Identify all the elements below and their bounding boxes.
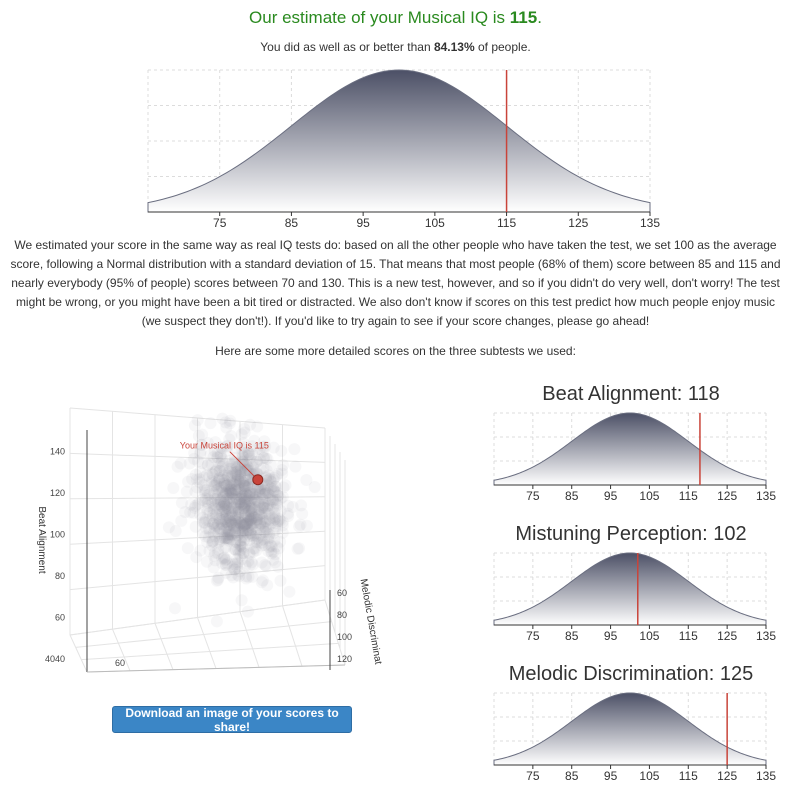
scatter-point: [184, 458, 196, 470]
scatter-point: [176, 497, 188, 509]
x-tick-label: 95: [603, 629, 618, 643]
x-tick-label: 75: [526, 769, 540, 783]
x-tick-label: 95: [603, 489, 618, 503]
x-tick-label: 135: [755, 629, 777, 643]
scatter-z-tick-label: 60: [337, 588, 348, 598]
x-tick-label: 95: [603, 769, 618, 783]
beat-alignment-chart: [492, 411, 777, 507]
scatter-grid-line: [70, 635, 87, 672]
scatter-point: [295, 499, 307, 511]
x-tick-label: 105: [639, 769, 660, 783]
x-tick-label: 75: [526, 489, 540, 503]
scatter-point: [246, 529, 258, 541]
x-tick-label: 125: [717, 489, 738, 503]
scatter-point: [216, 413, 228, 425]
scatter-point: [268, 485, 280, 497]
x-tick-label: 105: [639, 629, 660, 643]
x-tick-label: 85: [565, 489, 579, 503]
main-distribution-chart: [146, 68, 661, 232]
scatter-point: [288, 443, 300, 455]
scatter-point: [189, 420, 201, 432]
scatter-point: [269, 548, 281, 560]
mistuning-perception-title: Mistuning Perception: 102: [515, 523, 747, 545]
scatter-point: [275, 575, 287, 587]
scatter-z-tick-label: 120: [337, 654, 353, 664]
scatter-point: [301, 520, 313, 532]
scatter-point: [240, 497, 252, 509]
scatter-point: [258, 534, 270, 546]
scatter-point: [211, 575, 223, 587]
scatter-point: [182, 542, 194, 554]
scatter-grid-line: [283, 606, 303, 666]
x-tick-label: 85: [565, 629, 579, 643]
scatter-point: [211, 615, 223, 627]
scatter-point: [235, 540, 247, 552]
scatter-x-tick-label: 40: [45, 654, 56, 664]
scatter-y-axis-label: Beat Alignment: [36, 506, 47, 574]
percentile-value: 84.13%: [433, 40, 475, 54]
scatter-x-axis: [87, 665, 345, 672]
scatter-y-tick-label: 120: [49, 488, 65, 498]
scatter-point: [283, 586, 295, 598]
more-scores-text: Here are some more detailed scores on the three subtests we used:: [215, 344, 576, 358]
scatter-point: [236, 553, 248, 565]
melodic-discrimination-title: Melodic Discrimination: 125: [508, 663, 754, 685]
scatter-point: [247, 559, 259, 571]
scatter-point: [300, 474, 312, 486]
x-tick-label: 115: [678, 489, 698, 503]
scatter-grid-line: [155, 623, 173, 669]
x-tick-label: 135: [639, 216, 661, 230]
scatter-grid-line: [240, 612, 259, 668]
scatter-point: [210, 512, 222, 524]
scatter-point: [210, 466, 222, 478]
scatter-point: [257, 502, 269, 514]
explanation-text: We estimated your score in the same way as real IQ tests do: based on all the other people who have taken the test, we set 100 as the average score, following a Normal distribution with a standard deviation of 15. That means that most people (68% of them) score between 85 and 115 and nearly everybody (95% of people) scores between 70 and 130. This is a new test, however, and so if you didn't do very well, don't worry! The test might be wrong, or you might have been a bit tired or distracted. We also don't know if scores on this test predict how much people enjoy music (we suspect they don't!). If you'd like to try again to see if your score changes, please go ahead!: [10, 238, 781, 328]
x-tick-label: 125: [568, 216, 589, 230]
scatter-y-tick-label: 100: [49, 529, 65, 540]
x-tick-label: 85: [284, 216, 299, 230]
mistuning-perception-chart: [492, 551, 777, 647]
scatter-y-tick-label: 60: [54, 612, 65, 623]
scatter-point: [256, 576, 268, 588]
scatter-point: [235, 483, 247, 495]
x-tick-label: 75: [526, 629, 540, 643]
scatter-y-tick-label: 140: [49, 446, 65, 457]
scatter-point: [275, 445, 287, 457]
scatter-y-tick-label: 40: [54, 654, 65, 664]
x-tick-label: 75: [213, 216, 227, 230]
scatter-point: [282, 510, 294, 522]
scatter-x-tick-label: 60: [115, 658, 126, 668]
scatter-point: [259, 559, 271, 571]
percentile-line: [0, 40, 791, 54]
x-tick-label: 135: [755, 769, 777, 783]
density-area: [494, 693, 766, 765]
density-area: [494, 553, 766, 625]
headline-value: 115: [509, 8, 538, 27]
x-tick-label: 115: [497, 216, 517, 230]
beat-alignment-title: Beat Alignment: 118: [542, 383, 720, 405]
scatter-point: [242, 606, 254, 618]
scatter-point: [170, 525, 182, 537]
your-score-label: Your Musical IQ is 115: [179, 440, 269, 451]
scatter-point: [289, 461, 301, 473]
scatter-point: [251, 421, 263, 433]
headline-prefix: Our estimate of your Musical IQ is: [249, 8, 510, 27]
x-tick-label: 125: [717, 629, 738, 643]
x-tick-label: 105: [639, 489, 660, 503]
scatter-y-tick-label: 80: [54, 571, 65, 581]
download-image-button[interactable]: Download an image of your scores to share!: [112, 706, 352, 733]
scatter-point: [200, 484, 212, 496]
scatter-z-axis-label: Melodic Discriminat: [357, 577, 384, 666]
x-tick-label: 95: [356, 216, 370, 230]
scatter-point: [188, 507, 200, 519]
scatter-point: [233, 526, 245, 538]
scatter-point: [208, 550, 220, 562]
density-area: [494, 413, 766, 485]
scatter-point: [202, 497, 214, 509]
scatter-point: [169, 602, 181, 614]
scatter-point: [199, 516, 211, 528]
x-tick-label: 85: [565, 769, 579, 783]
scatter-point: [167, 482, 179, 494]
scatter-point: [236, 594, 248, 606]
scatter3d-chart[interactable]: [25, 400, 395, 680]
melodic-discrimination-chart: [492, 691, 777, 787]
scatter-z-tick-label: 100: [337, 632, 353, 642]
scatter-point: [205, 417, 217, 429]
scatter-point: [172, 461, 184, 473]
scatter-point: [199, 530, 211, 542]
headline: [0, 8, 791, 28]
scatter-point: [226, 569, 238, 581]
scatter-point: [292, 543, 304, 555]
your-score-point: [253, 475, 263, 485]
scatter-point: [175, 515, 187, 527]
headline-suffix: .: [537, 8, 542, 27]
scatter-z-tick-label: 80: [337, 610, 348, 620]
scatter-point: [223, 518, 235, 530]
x-tick-label: 135: [755, 489, 777, 503]
scatter-grid-line: [76, 622, 332, 648]
scatter-point: [216, 485, 228, 497]
percentile-prefix: You did as well as or better than: [260, 40, 434, 54]
x-tick-label: 115: [678, 629, 698, 643]
scatter-point: [244, 519, 256, 531]
scatter-point: [240, 573, 252, 585]
percentile-suffix: of people.: [474, 40, 531, 54]
scatter-point: [263, 513, 275, 525]
x-tick-label: 105: [424, 216, 445, 230]
x-tick-label: 125: [717, 769, 738, 783]
x-tick-label: 115: [678, 769, 698, 783]
